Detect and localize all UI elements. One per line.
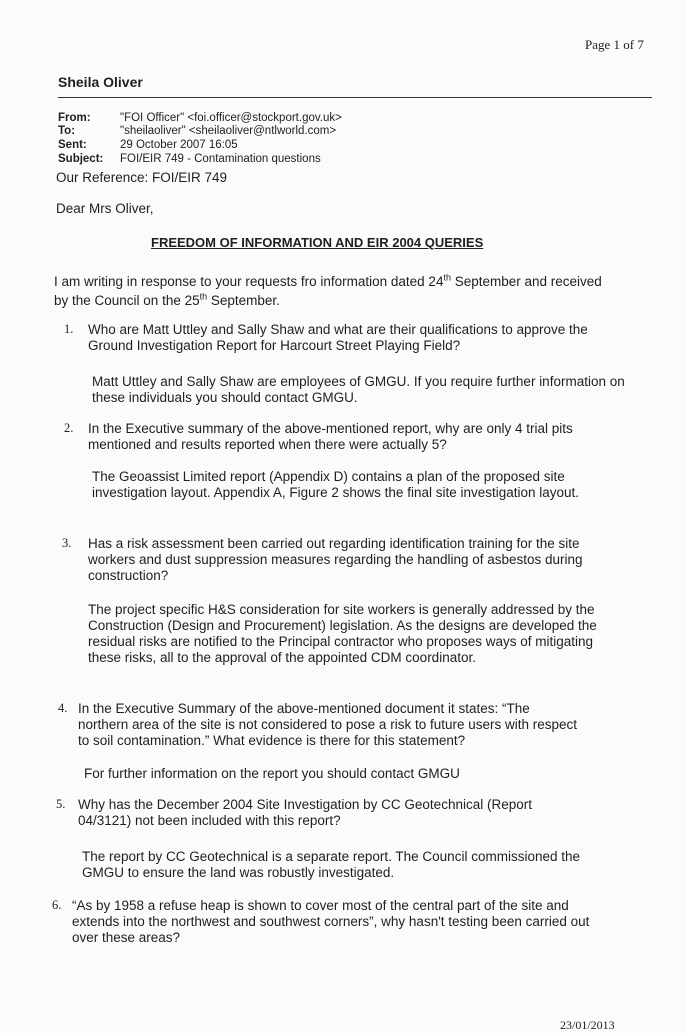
email-subject-row (58, 153, 321, 166)
question-text: Who are Matt Uttley and Sally Shaw and what are their qualifications to approve the Ground Investigation Report for Harcourt Street Playing Field? (88, 322, 588, 353)
email-to-row (58, 125, 336, 138)
sent-label: Sent: (58, 139, 87, 151)
question-text: Has a risk assessment been carried out regarding identification training for the site workers and dust suppression measures regarding the handling of asbestos during construction? (88, 536, 583, 583)
sent-value: 29 October 2007 16:05 (120, 139, 238, 151)
item-number: 3. (62, 536, 72, 550)
intro-sup-2: th (199, 291, 208, 302)
intro-sup-1: th (443, 272, 451, 283)
salutation: Dear Mrs Oliver, (56, 201, 154, 216)
intro-text-3: September. (207, 293, 280, 308)
intro-text-1: I am writing in response to your requests fro information dated 24 (54, 274, 444, 289)
answer-text: Matt Uttley and Sally Shaw are employees of GMGU. If you require further information on these individuals you should contact GMGU. (92, 374, 625, 405)
item-number: 5. (56, 797, 66, 811)
subject-value: FOI/EIR 749 - Contamination questions (120, 153, 321, 165)
answer-text: The project specific H&S consideration for site workers is generally addressed by the Construction (Design and Procurement) legislation. As the designs are developed the residual risks are notified to the Principal contractor who proposes ways of mitigating these risks, all to the approval of the appointed CDM coordinator. (88, 602, 597, 665)
subject-label: Subject: (58, 153, 104, 165)
page-number: Page 1 of 7 (585, 37, 644, 52)
intro-paragraph (54, 272, 614, 310)
header-divider (58, 97, 652, 98)
question-text: “As by 1958 a refuse heap is shown to cover most of the central part of the site and extends into the northwest and southwest corners”, why hasn't testing been carried out over these areas? (72, 898, 590, 945)
answer-text: The Geoassist Limited report (Appendix D) contains a plan of the proposed site investigation layout. Appendix A, Figure 2 shows the final site investigation layout. (92, 469, 580, 500)
email-from-row (58, 112, 342, 125)
letter-heading: FREEDOM OF INFORMATION AND EIR 2004 QUERIES (151, 235, 484, 250)
item-number: 6. (52, 898, 62, 912)
footer-date: 23/01/2013 (560, 1018, 615, 1032)
email-sent-row (58, 139, 238, 152)
answer-text: The report by CC Geotechnical is a separate report. The Council commissioned the GMGU to ensure the land was robustly investigated. (82, 849, 580, 880)
question-text: In the Executive Summary of the above-mentioned document it states: “The northern area of the site is not considered to pose a risk to future users with respect to soil contamination.” What evidence is there for this statement? (78, 701, 578, 748)
item-number: 2. (64, 421, 74, 435)
item-number: 1. (64, 322, 74, 336)
answer-text: For further information on the report you should contact GMGU (84, 766, 460, 781)
question-text: Why has the December 2004 Site Investigation by CC Geotechnical (Report 04/3121) not been included with this report? (78, 797, 532, 828)
to-label: To: (58, 125, 76, 137)
sender-name: Sheila Oliver (58, 74, 143, 90)
from-label: From: (58, 112, 91, 124)
to-value: "sheilaoliver" <sheilaoliver@ntlworld.com> (120, 125, 337, 137)
question-text: In the Executive summary of the above-mentioned report, why are only 4 trial pits mentioned and results reported when there were actually 5? (88, 421, 573, 452)
item-number: 4. (58, 701, 68, 715)
intro-text-2: September and received by the Council on the 25 (54, 274, 602, 308)
from-value: "FOI Officer" <foi.officer@stockport.gov.uk> (120, 112, 342, 124)
reference-line: Our Reference: FOI/EIR 749 (56, 170, 228, 185)
